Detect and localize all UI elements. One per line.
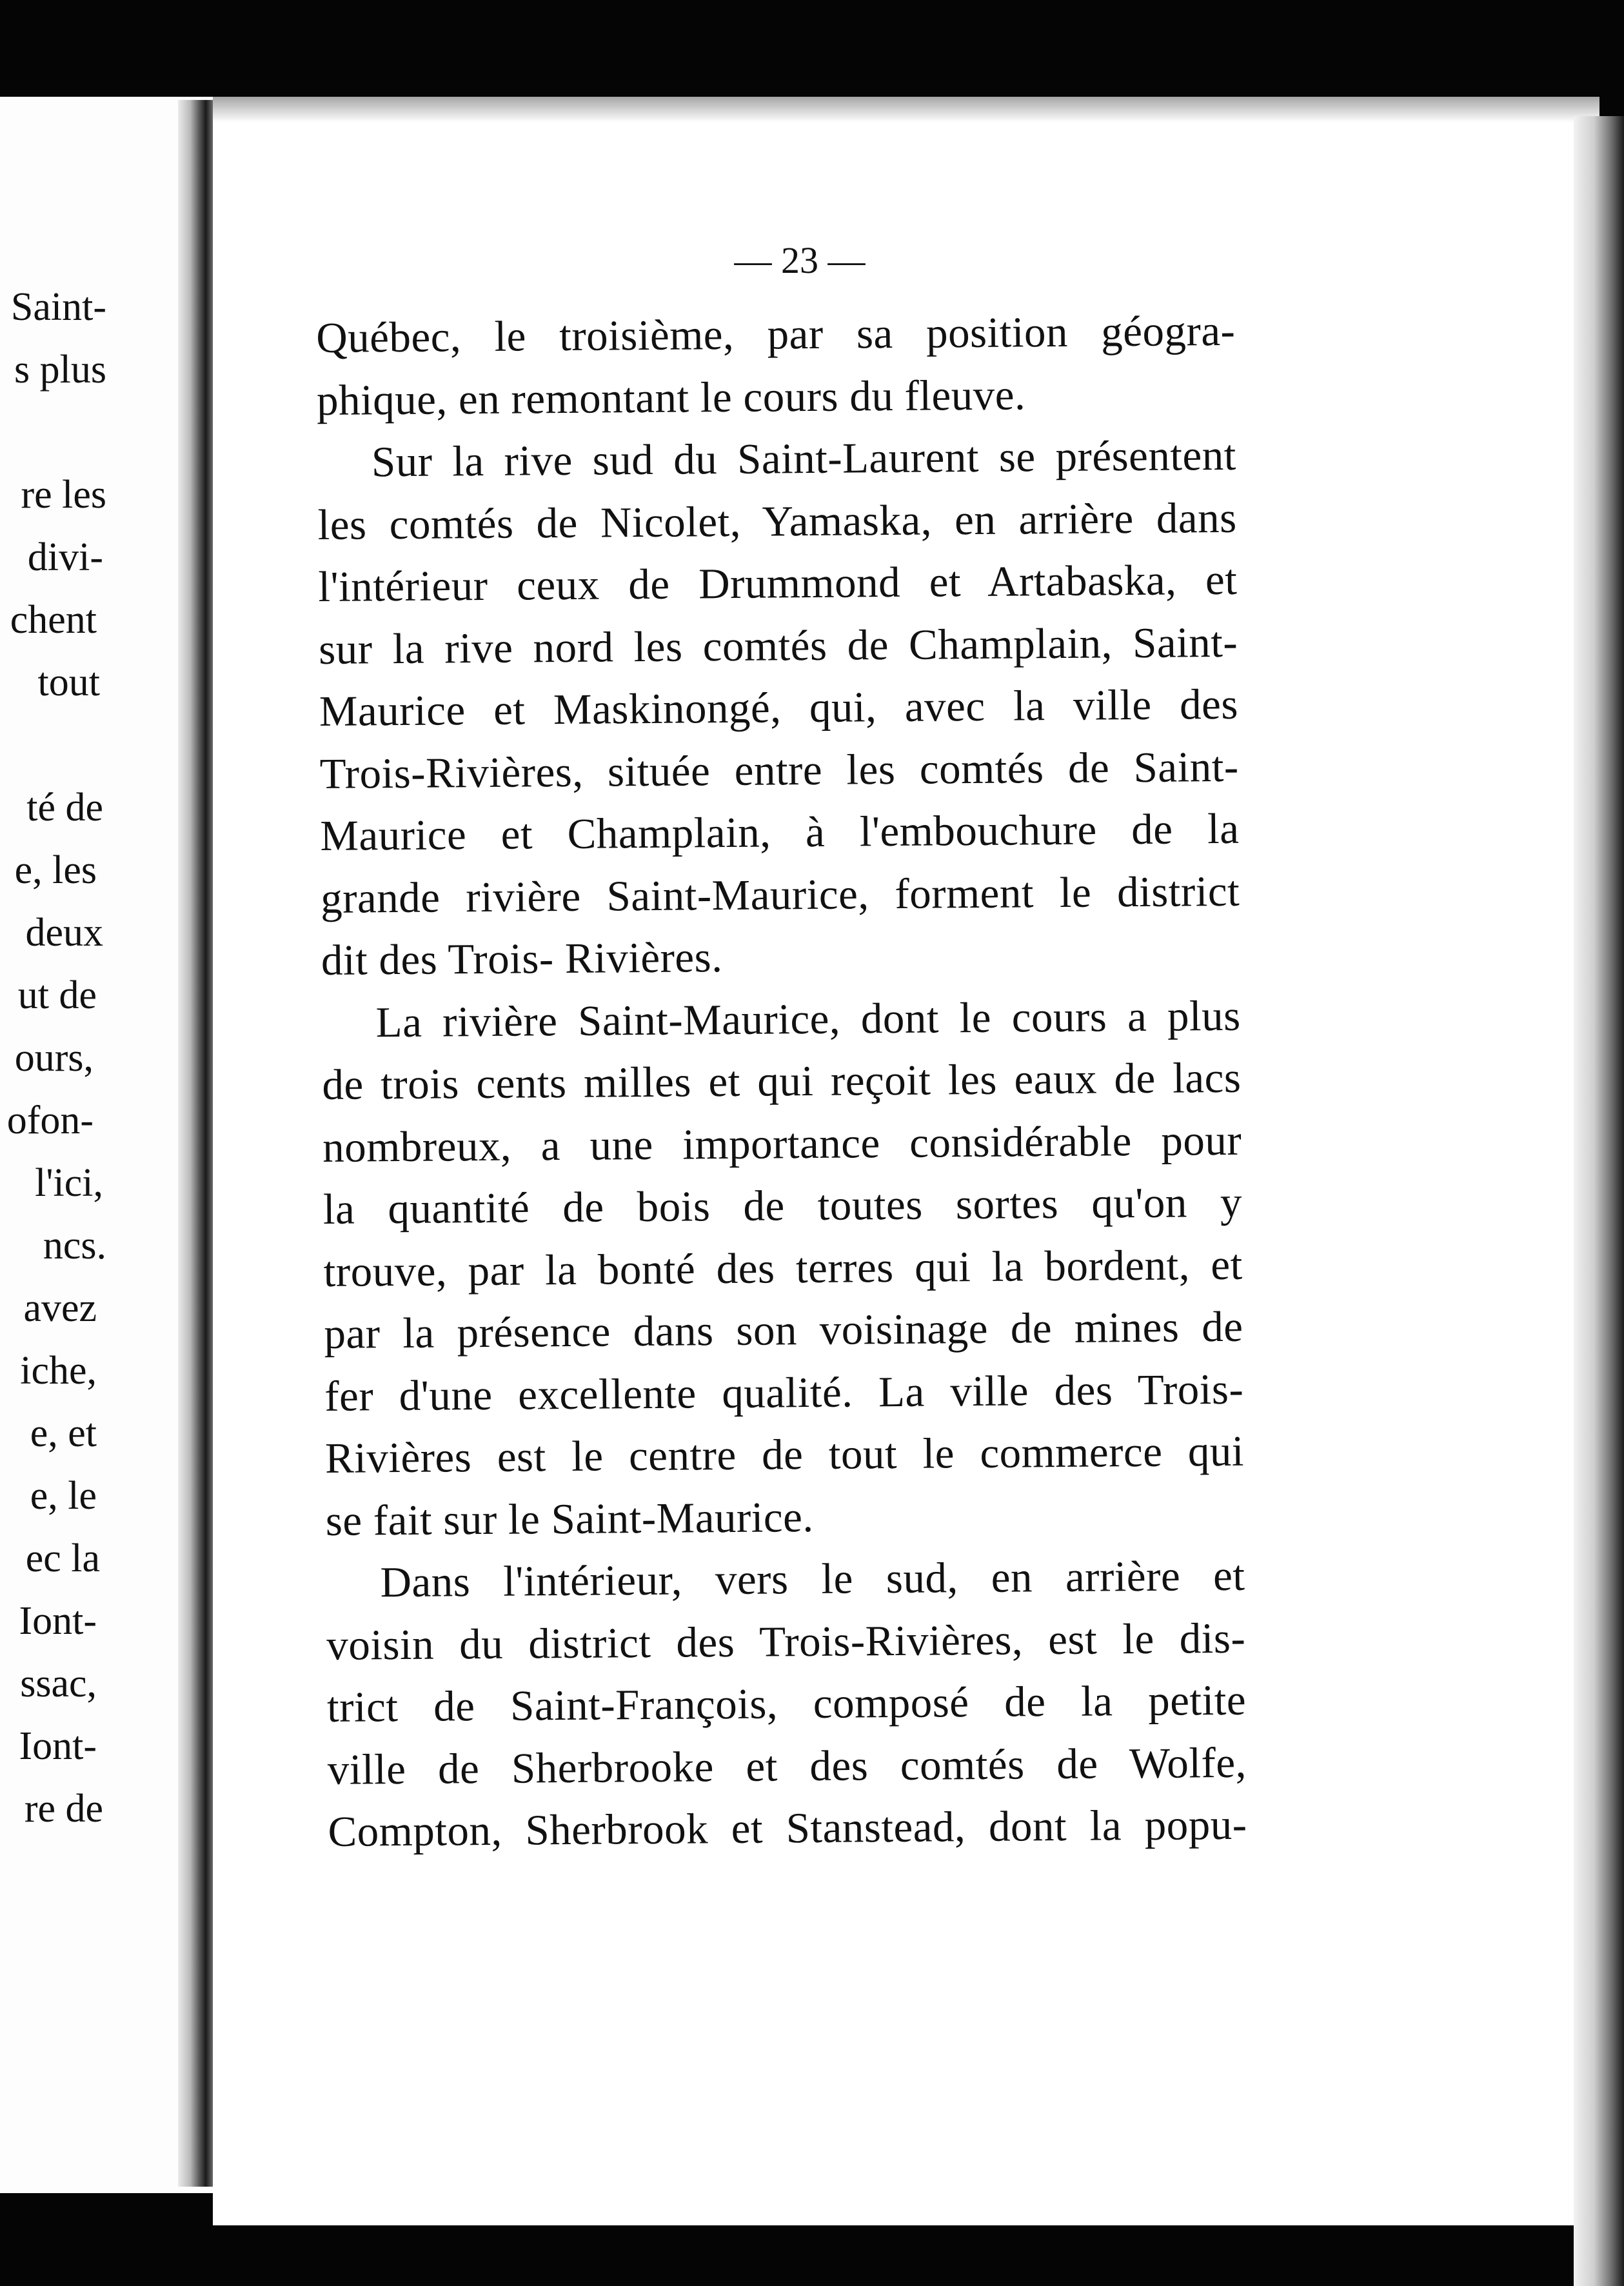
left-page-line: deux: [25, 911, 103, 955]
left-page-line: e, le: [30, 1474, 97, 1518]
text-line: les comtés de Nicolet, Yamaska, en arrière dans: [317, 493, 1237, 549]
text-line: Trois-Rivières, située entre les comtés de Saint-: [319, 742, 1239, 798]
text-line: phique, en remontant le cours du fleuve.: [316, 370, 1026, 424]
book-gutter: [178, 100, 213, 2187]
left-page-line: avez: [23, 1286, 97, 1330]
left-page-line: iche,: [20, 1349, 97, 1393]
text-line: de trois cents milles et qui reçoit les eaux de lacs: [322, 1053, 1242, 1109]
text-line: trict de Saint-François, composé de la petite: [326, 1676, 1247, 1731]
left-page-line: re de: [24, 1787, 103, 1831]
text-line: Sur la rive sud du Saint-Laurent se présentent: [371, 431, 1237, 486]
left-page-line: e, et: [30, 1411, 97, 1455]
left-page-line: Saint-: [10, 285, 106, 329]
left-page-line: tout: [37, 661, 100, 704]
text-line: se fait sur le Saint-Maurice.: [325, 1493, 814, 1545]
left-page-line: Iont-: [19, 1724, 97, 1768]
text-line: la quantité de bois de toutes sortes qu'on y: [322, 1178, 1243, 1233]
text-line: dit des Trois- Rivières.: [321, 933, 723, 984]
left-page-line: re les: [21, 473, 106, 517]
left-page-line: ec la: [25, 1536, 100, 1580]
page-top-shadow: [213, 97, 1599, 123]
text-line: nombreux, a une importance considérable pour: [322, 1116, 1242, 1171]
text-line: Québec, le troisième, par sa position géogra-: [316, 306, 1236, 362]
text-line: trouve, par la bonté des terres qui la bordent, et: [323, 1240, 1243, 1296]
left-page-line: divi-: [27, 535, 103, 579]
text-line: grande rivière Saint-Maurice, forment le district: [320, 867, 1240, 922]
left-page-line: ut de: [17, 973, 97, 1017]
text-line: sur la rive nord les comtés de Champlain, Saint-: [318, 618, 1238, 673]
text-line: La rivière Saint-Maurice, dont le cours a plus: [375, 991, 1241, 1046]
left-page-line: ncs.: [43, 1224, 106, 1267]
left-page-line: chent: [10, 598, 97, 642]
text-line: Maurice et Champlain, à l'embouchure de la: [320, 804, 1240, 860]
left-page-line: ofon-: [6, 1098, 94, 1142]
left-page-line: s plus: [14, 348, 106, 392]
text-line: Maurice et Maskinongé, qui, avec la ville des: [319, 680, 1239, 735]
text-line: l'intérieur ceux de Drummond et Artabaska, et: [318, 555, 1238, 611]
text-line: par la présence dans son voisinage de mines de: [324, 1302, 1243, 1358]
page-stack-edge: [1574, 116, 1624, 2286]
text-line: voisin du district des Trois-Rivières, est le dis-: [326, 1614, 1246, 1669]
text-line: fer d'une excellente qualité. La ville des Trois-: [324, 1365, 1244, 1420]
left-page-line: ours,: [14, 1036, 94, 1080]
left-page-line: l'ici,: [35, 1161, 103, 1205]
text-line: ville de Sherbrooke et des comtés de Wolfe,: [327, 1738, 1247, 1794]
left-page-line: ssac,: [20, 1662, 97, 1705]
left-page-line: Iont-: [19, 1599, 97, 1643]
text-line: Rivières est le centre de tout le commerce qui: [324, 1427, 1245, 1482]
body-text: [316, 300, 1247, 1864]
text-line: Compton, Sherbrook et Stanstead, dont la popu-: [328, 1800, 1247, 1856]
left-page-line: té de: [26, 786, 103, 830]
text-line: Dans l'intérieur, vers le sud, en arrière et: [380, 1551, 1245, 1607]
page-number: — 23 —: [734, 239, 866, 281]
left-page-line: e, les: [14, 848, 97, 892]
